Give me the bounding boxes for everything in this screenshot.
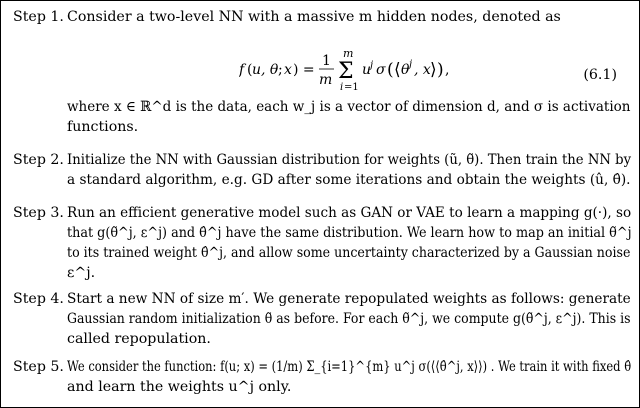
svg-text:, x: , x <box>414 62 431 78</box>
svg-text:u: u <box>362 62 372 78</box>
svg-text:(: ( <box>387 60 394 80</box>
step-5-label: Step 5. <box>13 359 64 375</box>
svg-text:i: i <box>340 82 344 91</box>
step-3-line-2: that g(θ̃^j, ε^j) and θ̂^j have the same distribution. We learn how to map an initial θ̃^j <box>67 225 632 241</box>
equation-number: (6.1) <box>583 67 617 83</box>
equation-svg <box>239 45 629 91</box>
svg-text:j: j <box>370 60 374 71</box>
svg-text:m: m <box>343 47 354 60</box>
step-4-line-2: Gaussian random initialization θ̃ as before. For each θ̃^j, we compute g(θ̃^j, ε^j). This is <box>67 311 631 327</box>
step-4-label: Step 4. <box>13 291 64 307</box>
step-3-label: Step 3. <box>13 205 64 221</box>
svg-text:u, θ: u, θ <box>252 62 279 78</box>
svg-text:): ) <box>437 60 444 80</box>
step-1-text <box>67 7 631 27</box>
step-3-text <box>67 203 631 283</box>
step-4-line-1: Start a new NN of size m′. We generate repopulated weights as follows: generate <box>67 291 631 307</box>
svg-text:x: x <box>284 62 292 78</box>
svg-text:m: m <box>319 72 333 88</box>
step-3-line-3: to its trained weight θ̂^j, and allow some uncertainty characterized by a Gaussian noise <box>67 245 631 261</box>
step-2-text <box>67 150 631 190</box>
svg-text:θ: θ <box>401 62 410 78</box>
step-3-line-1: Run an efficient generative model such as GAN or VAE to learn a mapping g(·), so <box>67 205 632 221</box>
step-2-line-2: a standard algorithm, e.g. GD after some iterations and obtain the weights (û, θ̂). <box>67 172 631 188</box>
step-4-line-3: called repopulation. <box>67 331 211 347</box>
step-3-line-4: ε^j. <box>67 265 96 281</box>
step-5-line-2: and learn the weights u^j only. <box>67 379 292 395</box>
svg-text:1: 1 <box>322 53 331 69</box>
svg-text:⟩: ⟩ <box>430 60 437 80</box>
equation-6-1 <box>239 45 629 91</box>
svg-text:,: , <box>445 62 450 78</box>
step-1-label: Step 1. <box>13 9 64 25</box>
step-1-text-continued <box>67 97 631 137</box>
step-2-line-1: Initialize the NN with Gaussian distribution for weights (ũ, θ̃). Then train the NN by <box>67 152 632 168</box>
step-2-label: Step 2. <box>13 152 64 168</box>
svg-text:Σ: Σ <box>338 59 354 84</box>
step-5-text <box>67 357 631 397</box>
svg-text:f: f <box>239 62 245 78</box>
svg-text:σ: σ <box>376 62 386 78</box>
svg-text:=1: =1 <box>344 82 359 91</box>
svg-text:) =: ) = <box>293 62 315 78</box>
svg-text:;: ; <box>278 62 283 78</box>
step-1-line-3: functions. <box>67 119 139 135</box>
svg-text:(: ( <box>247 62 253 78</box>
svg-text:⟨: ⟨ <box>394 60 401 80</box>
step-4-text <box>67 289 631 349</box>
step-5-line-1: We consider the function: f(u; x) = (1/m) Σ_{i=1}^{m} u^j σ(⟨⟨θ̂^j, x⟩⟩) . We train it with fixed θ̂ <box>67 359 632 375</box>
step-1-line-2: where x ∈ ℝ^d is the data, each w_j is a vector of dimension d, and σ is activation <box>67 99 631 115</box>
svg-text:j: j <box>409 59 413 70</box>
step-1-line-1: Consider a two-level NN with a massive m hidden nodes, denoted as <box>67 9 561 25</box>
